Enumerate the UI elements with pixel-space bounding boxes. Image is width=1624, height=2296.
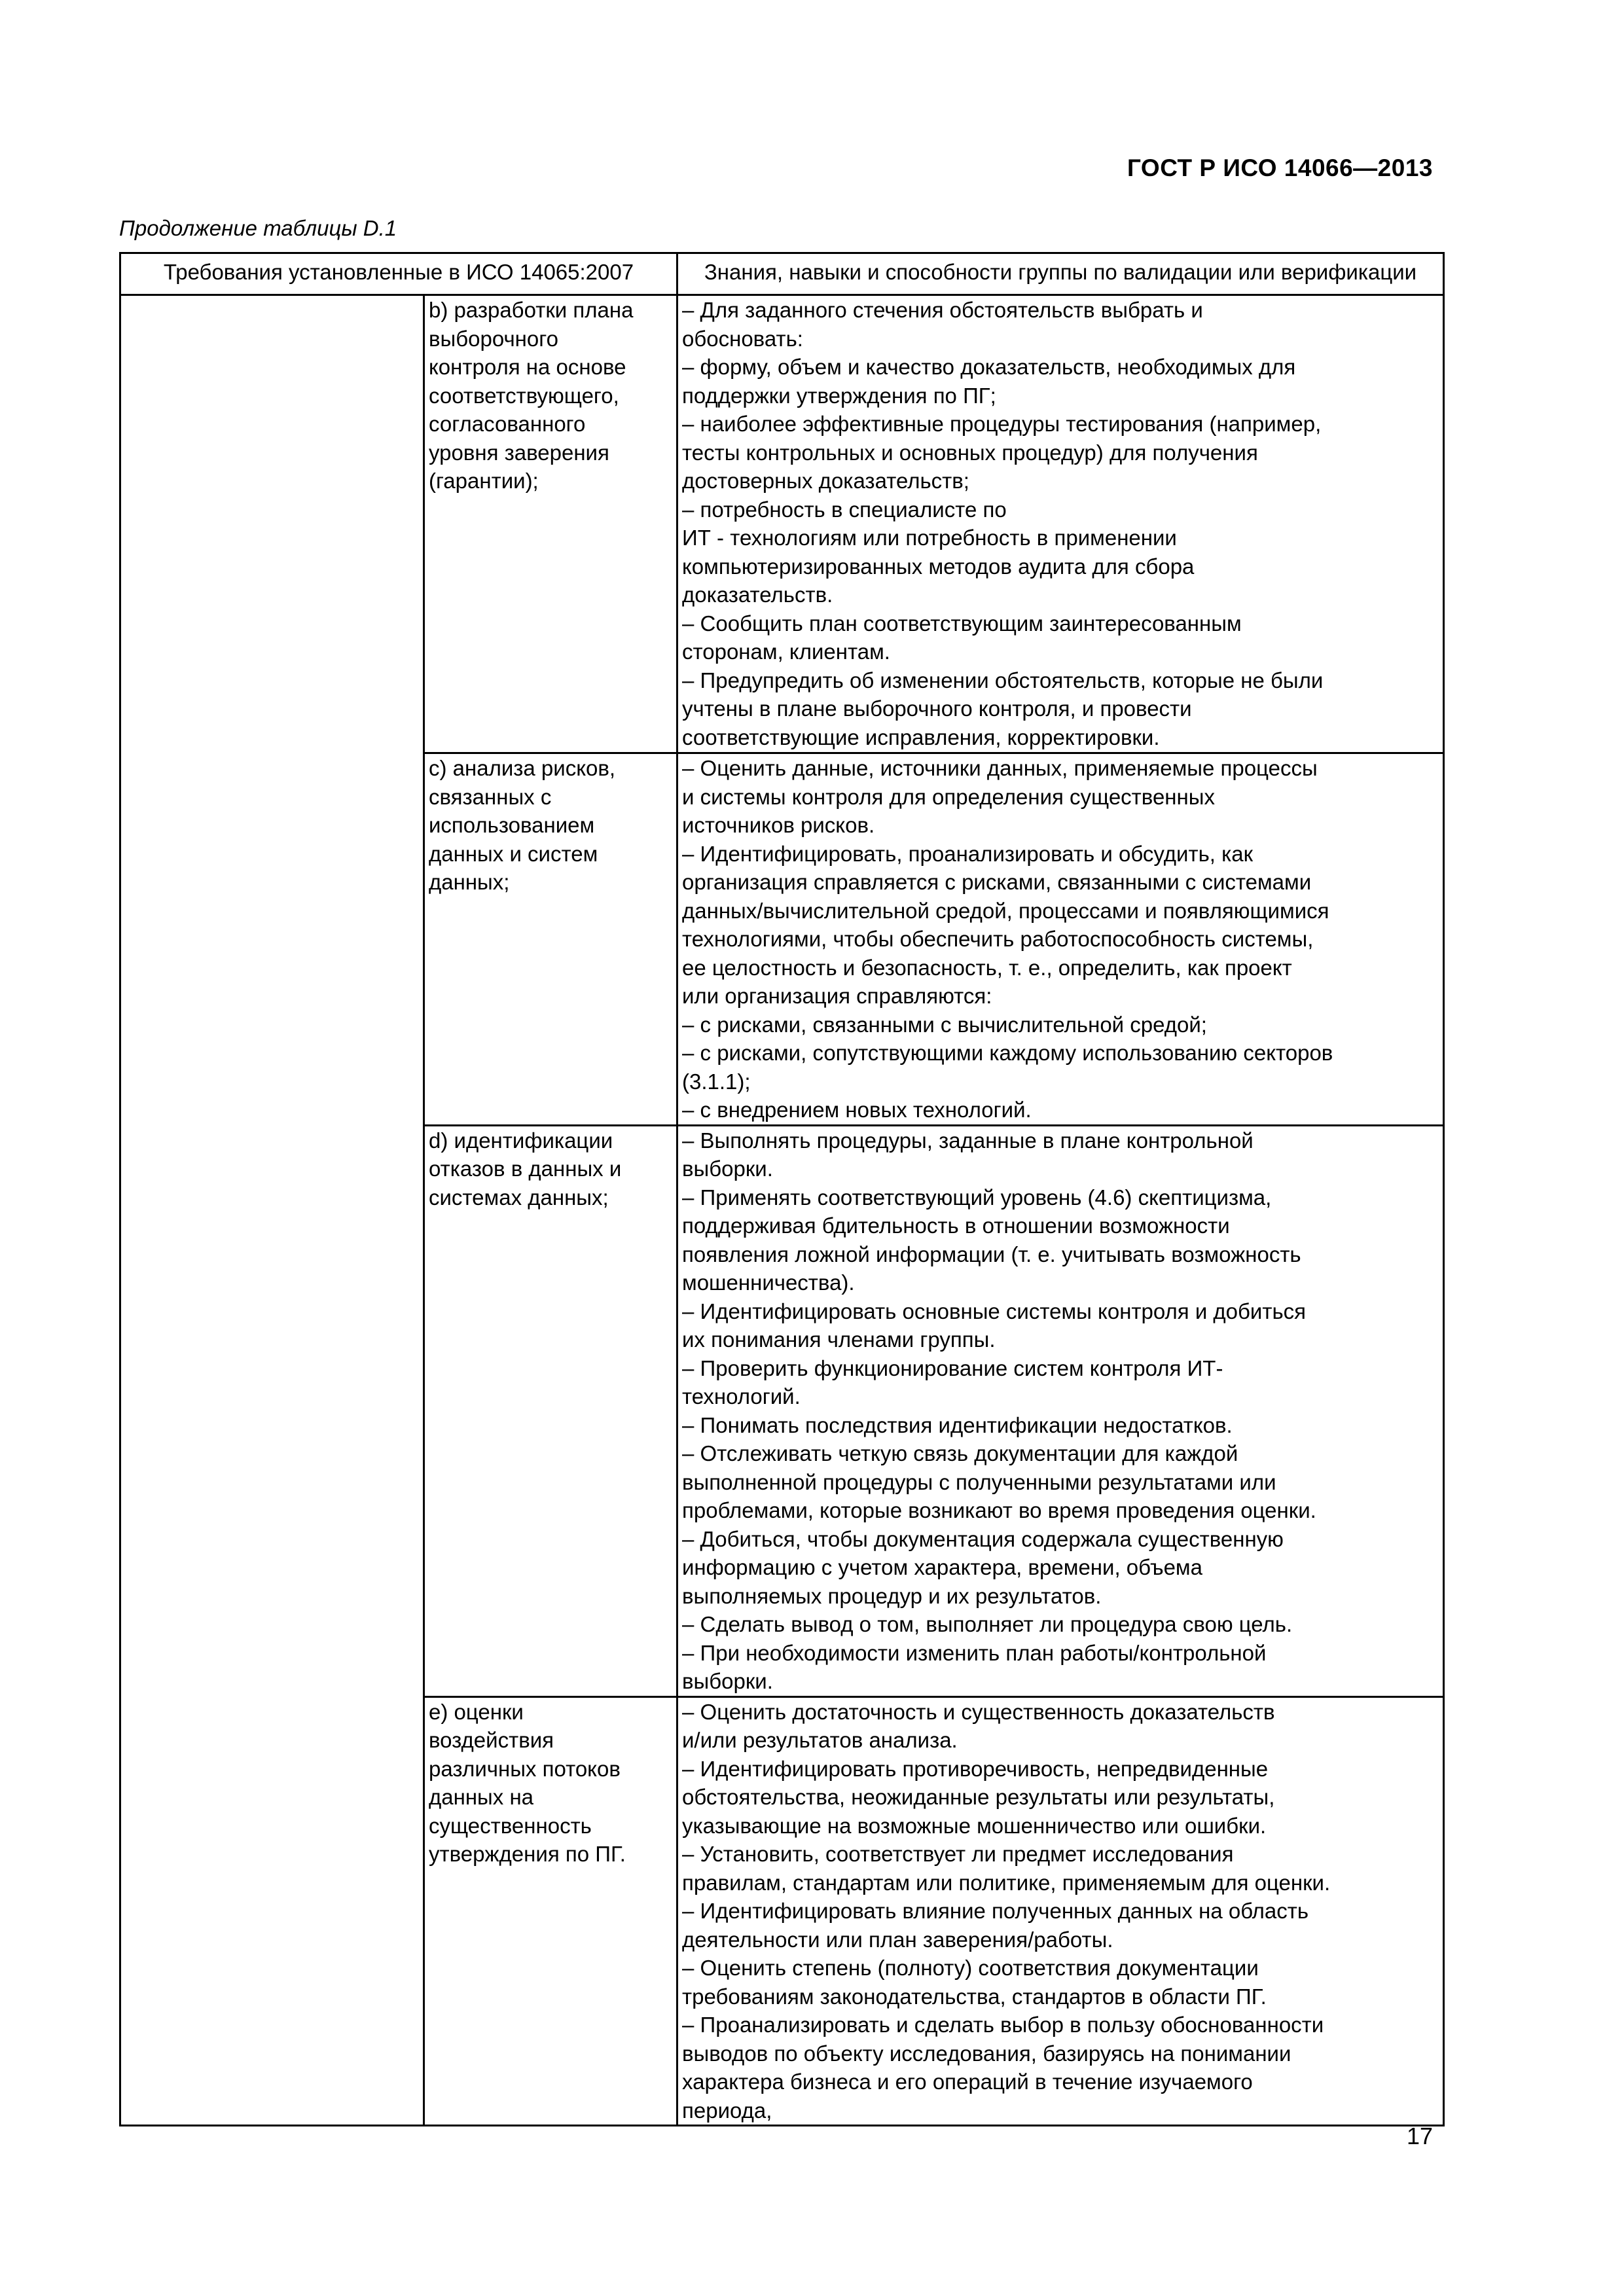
- requirement-line: утверждения по ПГ.: [429, 1842, 626, 1866]
- requirement-line: выборочного: [429, 326, 558, 351]
- requirement-line: b) разработки плана: [429, 298, 634, 322]
- requirement-line: (гарантии);: [429, 469, 539, 493]
- table-header-row: [120, 253, 1444, 295]
- knowledge-line: поддерживая бдительность в отношении возможности: [682, 1213, 1230, 1238]
- knowledge-line: – Отслеживать четкую связь документации для каждой: [682, 1441, 1238, 1465]
- knowledge-line: источников рисков.: [682, 813, 875, 837]
- knowledge-line: – Идентифицировать, проанализировать и обсудить, как: [682, 841, 1254, 866]
- knowledge-line: – с внедрением новых технологий.: [682, 1098, 1032, 1122]
- requirement-line: связанных с: [429, 784, 552, 809]
- knowledge-cell: [677, 1696, 1444, 2126]
- requirements-table: [119, 252, 1445, 2126]
- knowledge-cell: [677, 753, 1444, 1126]
- knowledge-line: организация справляется с рисками, связанными с системами: [682, 870, 1312, 894]
- knowledge-line: данных/вычислительной средой, процессами и появляющимися: [682, 898, 1329, 923]
- requirement-line: существенность: [429, 1813, 592, 1838]
- knowledge-line: сторонам, клиентам.: [682, 639, 890, 664]
- requirement-line: использованием: [429, 813, 595, 837]
- requirement-line: различных потоков: [429, 1756, 621, 1781]
- column-header-requirements: Требования установленные в ИСО 14065:2007: [120, 253, 677, 295]
- table-caption: Продолжение таблицы D.1: [119, 216, 397, 240]
- knowledge-line: – Выполнять процедуры, заданные в плане контрольной: [682, 1128, 1254, 1153]
- knowledge-line: – Для заданного стечения обстоятельств выбрать и: [682, 298, 1203, 322]
- knowledge-line: – Сделать вывод о том, выполняет ли процедура свою цель.: [682, 1612, 1293, 1636]
- requirement-line: d) идентификации: [429, 1128, 613, 1153]
- requirement-cell: [424, 1696, 677, 2126]
- knowledge-line: – Идентифицировать противоречивость, непредвиденные: [682, 1756, 1269, 1781]
- knowledge-line: выводов по объекту исследования, базируясь на понимании: [682, 2041, 1291, 2066]
- knowledge-line: обстоятельства, неожиданные результаты или результаты,: [682, 1785, 1275, 1809]
- knowledge-line: технологиями, чтобы обеспечить работоспособность системы,: [682, 927, 1314, 951]
- knowledge-line: учтены в плане выборочного контроля, и провести: [682, 696, 1192, 721]
- knowledge-line: – Предупредить об изменении обстоятельств, которые не были: [682, 668, 1324, 692]
- knowledge-line: – потребность в специалисте по: [682, 497, 1007, 522]
- knowledge-line: выборки.: [682, 1157, 773, 1181]
- knowledge-line: – с рисками, связанными с вычислительной средой;: [682, 1012, 1207, 1037]
- knowledge-line: компьютеризированных методов аудита для сбора: [682, 554, 1195, 579]
- requirement-line: данных и систем: [429, 841, 598, 866]
- knowledge-line: технологий.: [682, 1384, 801, 1408]
- knowledge-line: деятельности или план заверения/работы.: [682, 1927, 1113, 1952]
- knowledge-cell: [677, 1125, 1444, 1696]
- requirement-line: воздействия: [429, 1728, 554, 1752]
- knowledge-line: или организация справляются:: [682, 984, 992, 1008]
- column-header-knowledge: Знания, навыки и способности группы по валидации или верификации: [677, 253, 1444, 295]
- knowledge-line: – Применять соответствующий уровень (4.6) скептицизма,: [682, 1185, 1272, 1210]
- knowledge-line: поддержки утверждения по ПГ;: [682, 383, 996, 408]
- knowledge-line: – Сообщить план соответствующим заинтересованным: [682, 611, 1242, 636]
- knowledge-line: – с рисками, сопутствующими каждому использованию секторов: [682, 1041, 1333, 1065]
- knowledge-line: – Понимать последствия идентификации недостатков.: [682, 1412, 1233, 1437]
- knowledge-line: выполненной процедуры с полученными результатами или: [682, 1469, 1276, 1494]
- knowledge-line: ИТ - технологиям или потребность в применении: [682, 526, 1177, 550]
- requirement-line: системах данных;: [429, 1185, 609, 1210]
- requirement-line: контроля на основе: [429, 355, 626, 379]
- table-body: [120, 295, 1444, 2126]
- requirement-line: c) анализа рисков,: [429, 756, 616, 780]
- requirement-cell: [424, 295, 677, 753]
- knowledge-line: – Оценить данные, источники данных, применяемые процессы: [682, 756, 1318, 780]
- document-code-header: ГОСТ Р ИСО 14066—2013: [1127, 154, 1433, 181]
- knowledge-cell: [677, 295, 1444, 753]
- knowledge-line: указывающие на возможные мошенничество или ошибки.: [682, 1813, 1267, 1838]
- requirement-line: e) оценки: [429, 1699, 524, 1724]
- requirement-line: данных на: [429, 1785, 534, 1809]
- knowledge-line: проблемами, которые возникают во время проведения оценки.: [682, 1498, 1316, 1522]
- knowledge-line: мошенничества).: [682, 1270, 855, 1295]
- requirement-line: данных;: [429, 870, 510, 894]
- knowledge-line: правилам, стандартам или политике, применяемым для оценки.: [682, 1870, 1331, 1895]
- requirement-line: соответствующего,: [429, 383, 619, 408]
- empty-left-column-cell: [120, 295, 424, 2126]
- knowledge-line: требованиям законодательства, стандартов в области ПГ.: [682, 1984, 1267, 2009]
- requirement-line: уровня заверения: [429, 440, 609, 465]
- knowledge-line: характера бизнеса и его операций в течение изучаемого: [682, 2070, 1253, 2094]
- knowledge-line: обосновать:: [682, 326, 803, 351]
- knowledge-line: информацию с учетом характера, времени, объема: [682, 1555, 1202, 1579]
- knowledge-line: появления ложной информации (т. е. учитывать возможность: [682, 1242, 1301, 1266]
- knowledge-line: – Оценить степень (полноту) соответствия документации: [682, 1956, 1259, 1980]
- knowledge-line: – форму, объем и качество доказательств, необходимых для: [682, 355, 1296, 379]
- knowledge-line: – Оценить достаточность и существенность доказательств: [682, 1699, 1275, 1724]
- requirement-cell: [424, 753, 677, 1126]
- knowledge-line: – Проанализировать и сделать выбор в пользу обоснованности: [682, 2013, 1324, 2037]
- page-number: 17: [1406, 2123, 1433, 2149]
- knowledge-line: ее целостность и безопасность, т. е., определить, как проект: [682, 955, 1292, 980]
- knowledge-line: – Идентифицировать влияние полученных данных на область: [682, 1899, 1309, 1923]
- knowledge-line: – Идентифицировать основные системы контроля и добиться: [682, 1299, 1307, 1323]
- knowledge-line: (3.1.1);: [682, 1069, 751, 1094]
- knowledge-line: – При необходимости изменить план работы/контрольной: [682, 1640, 1267, 1665]
- table-row: [120, 295, 1444, 753]
- knowledge-line: их понимания членами группы.: [682, 1327, 996, 1352]
- knowledge-line: периода,: [682, 2098, 772, 2123]
- knowledge-line: выборки.: [682, 1669, 773, 1693]
- requirement-line: отказов в данных и: [429, 1157, 622, 1181]
- knowledge-line: и/или результатов анализа.: [682, 1728, 958, 1752]
- knowledge-line: доказательств.: [682, 583, 833, 607]
- requirement-cell: [424, 1125, 677, 1696]
- knowledge-line: достоверных доказательств;: [682, 469, 969, 493]
- knowledge-line: выполняемых процедур и их результатов.: [682, 1583, 1102, 1608]
- knowledge-line: – Проверить функционирование систем контроля ИТ-: [682, 1355, 1223, 1380]
- knowledge-line: – Добиться, чтобы документация содержала существенную: [682, 1526, 1284, 1551]
- knowledge-line: тесты контрольных и основных процедур) для получения: [682, 440, 1258, 465]
- knowledge-line: и системы контроля для определения существенных: [682, 784, 1215, 809]
- knowledge-line: – наиболее эффективные процедуры тестирования (например,: [682, 412, 1322, 436]
- knowledge-line: соответствующие исправления, корректировки.: [682, 725, 1160, 749]
- requirement-line: согласованного: [429, 412, 586, 436]
- knowledge-line: – Установить, соответствует ли предмет исследования: [682, 1842, 1234, 1866]
